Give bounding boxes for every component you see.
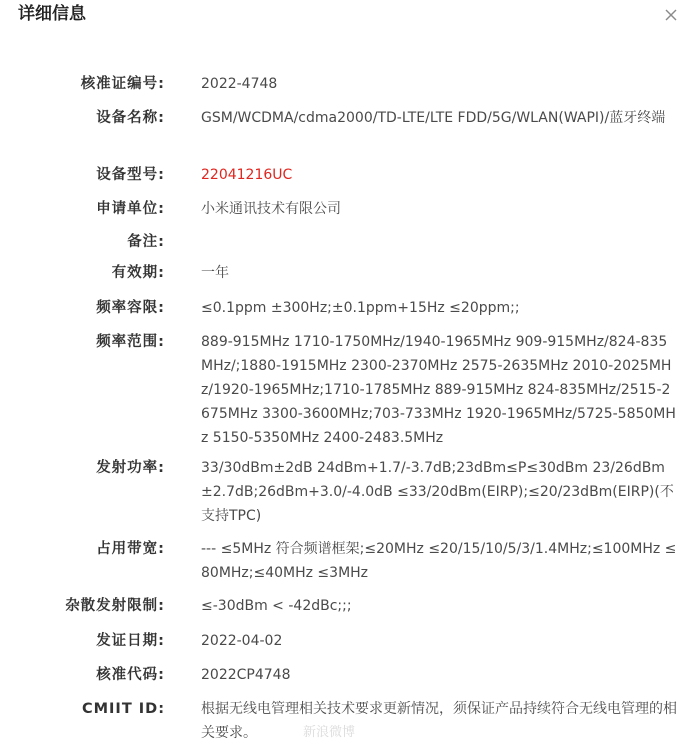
field-value: 2022-04-02 xyxy=(201,633,283,649)
field-label: 核准代码: xyxy=(96,667,165,683)
field-value: --- ≤5MHz 符合频谱框架;≤20MHz ≤20/15/10/5/3/1.4MHz;≤100MHz ≤80MHz;≤40MHz ≤3MHz xyxy=(201,541,677,581)
field-label: 核准证编号: xyxy=(80,76,165,92)
field-label: 发射功率: xyxy=(96,460,165,476)
field-label: 设备型号: xyxy=(96,167,165,183)
field-value: 根据无线电管理相关技术要求更新情况，须保证产品持续符合无线电管理的相关要求。 xyxy=(201,701,677,741)
close-icon[interactable] xyxy=(661,5,681,25)
watermark: 新浪微博 xyxy=(303,725,356,740)
field-label: 备注: xyxy=(127,234,165,250)
field-value: 33/30dBm±2dB 24dBm+1.7/-3.7dB;23dBm≤P≤30dBm 23/26dBm±2.7dB;26dBm+3.0/-4.0dB ≤33/20dBm(EIRP);≤20/23dBm(EIRP)(不支持TPC) xyxy=(201,460,674,524)
field-label: 申请单位: xyxy=(96,201,165,217)
field-label: 有效期: xyxy=(111,265,165,281)
field-value: 一年 xyxy=(201,265,229,281)
field-value: ≤-30dBm < -42dBc;;; xyxy=(201,598,352,614)
field-label: 占用带宽: xyxy=(96,541,165,557)
field-label: 设备名称: xyxy=(96,110,165,126)
field-label: CMIIT ID: xyxy=(81,701,165,717)
field-label: 杂散发射限制: xyxy=(65,598,165,614)
field-value: 889-915MHz 1710-1750MHz/1940-1965MHz 909-915MHz/824-835MHz/;1880-1915MHz 2300-2370MHz 2575-2635MHz 2010-2025MHz/1920-1965MHz;1710-1785MHz 889-915MHz 824-835MHz/2515-2675MHz 3300-3600MHz;703-733MHz 1920-1965MHz/5725-5850MHz 5150-5350MHz 2400-2483.5MHz xyxy=(201,334,676,446)
field-label: 频率范围: xyxy=(96,334,165,350)
field-value: 2022CP4748 xyxy=(201,667,291,683)
close-button[interactable] xyxy=(661,5,681,25)
field-label: 发证日期: xyxy=(96,633,165,649)
field-value-highlight: 22041216UC xyxy=(201,167,293,183)
field-value: 2022-4748 xyxy=(201,76,278,92)
field-value: GSM/WCDMA/cdma2000/TD-LTE/LTE FDD/5G/WLAN(WAPI)/蓝牙终端 xyxy=(201,110,666,126)
field-label: 频率容限: xyxy=(96,300,165,316)
field-value: 小米通讯技术有限公司 xyxy=(201,201,341,217)
dialog-title: 详细信息 xyxy=(18,4,86,24)
field-value: ≤0.1ppm ±300Hz;±0.1ppm+15Hz ≤20ppm;; xyxy=(201,300,520,316)
